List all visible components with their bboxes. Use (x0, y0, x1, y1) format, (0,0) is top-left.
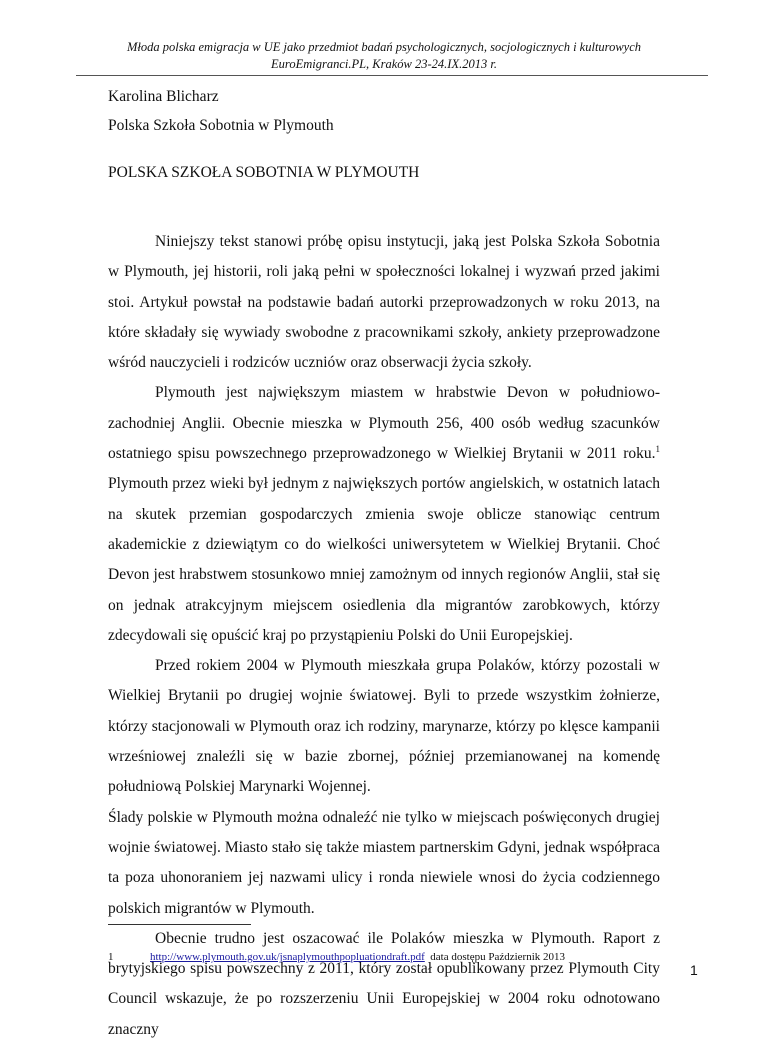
author-name: Karolina Blicharz (108, 88, 219, 105)
paragraph-2 (108, 378, 660, 651)
header-line-2: EuroEmigranci.PL, Kraków 23-24.IX.2013 r. (271, 57, 497, 71)
header-divider (76, 75, 708, 76)
footnote-number: 1 (108, 951, 114, 963)
page-number: 1 (690, 962, 698, 978)
header-line-1: Młoda polska emigracja w UE jako przedmiot badań psychologicznych, socjologicznych i kulturowych (126, 40, 642, 54)
footnote-text: data dostępu Październik 2013 (430, 951, 565, 963)
paragraph-2-part-a: Plymouth jest największym miastem w hrabstwie Devon w południowo-zachodniej Anglii. Obecnie mieszka w Plymouth 256, 400 osób według szacunków ostatniego spisu powszechnego przeprowadzonego w Wielkiej Brytanii w 2011 roku. (108, 384, 660, 463)
footnote (108, 951, 565, 963)
page-header (60, 39, 708, 73)
paragraph-5: Obecnie trudno jest oszacować ile Polaków mieszka w Plymouth. Raport z brytyjskiego spisu powszechny z 2011, który został opublikowany przez Plymouth City Council wskazuje, że po rozszerzeniu Unii Europejskiej w 2004 roku odnotowano znaczny (108, 929, 660, 1038)
paragraph-1: Niniejszy tekst stanowi próbę opisu instytucji, jaką jest Polska Szkoła Sobotnia w Plymouth, jej historii, roli jaką pełni w społeczności lokalnej i wyzwań przed jakimi stoi. Artykuł powstał na podstawie badań autorki przeprowadzonych w roku 2013, na które składały się wywiady swobodne z pracownikami szkoły, ankiety przeprowadzone wśród nauczycieli i rodziców uczniów oraz obserwacji życia szkoły. (108, 233, 660, 372)
footnote-reference[interactable]: 1 (655, 443, 660, 454)
article-body (108, 227, 660, 1045)
paragraph-4: Ślady polskie w Plymouth można odnaleźć nie tylko w miejscach poświęconych drugiej wojnie światowej. Miasto stało się także miastem partnerskim Gdyni, jednak współpraca ta poza uhonoraniem jej nazwami ulicy i ronda niewiele wnosi do życia codziennego polskich migrantów w Plymouth. (108, 808, 660, 917)
footnote-link[interactable]: http://www.plymouth.gov.uk/jsnaplymouthpopluationdraft.pdf (150, 951, 425, 963)
article-title: POLSKA SZKOŁA SOBOTNIA W PLYMOUTH (108, 164, 420, 181)
footnote-divider (108, 924, 251, 925)
paragraph-2-part-b: Plymouth przez wieki był jednym z największych portów angielskich, w ostatnich latach na skutek przemian gospodarczych zmienia swoje oblicze stanowiąc centrum akademickie z dziewiątym co do wielkości uniwersytetem w Wielkiej Brytanii. Choć Devon jest hrabstwem stosunkowo mniej zamożnym od innych regionów Anglii, stał się on jednak atrakcyjnym miejscem osiedlenia dla migrantów zarobkowych, którzy zdecydowali się opuścić kraj po przystąpieniu Polski do Unii Europejskiej. (108, 475, 660, 644)
paragraph-3: Przed rokiem 2004 w Plymouth mieszkała grupa Polaków, którzy pozostali w Wielkiej Brytanii po drugiej wojnie światowej. Byli to przede wszystkim żołnierze, którzy stacjonowali w Plymouth oraz ich rodziny, marynarze, którzy po klęsce kampanii wrześniowej znaleźli się w bazie zbornej, później przemianowanej na komendę południową Polskiej Marynarki Wojennej. (108, 657, 660, 796)
author-affiliation: Polska Szkoła Sobotnia w Plymouth (108, 117, 334, 134)
